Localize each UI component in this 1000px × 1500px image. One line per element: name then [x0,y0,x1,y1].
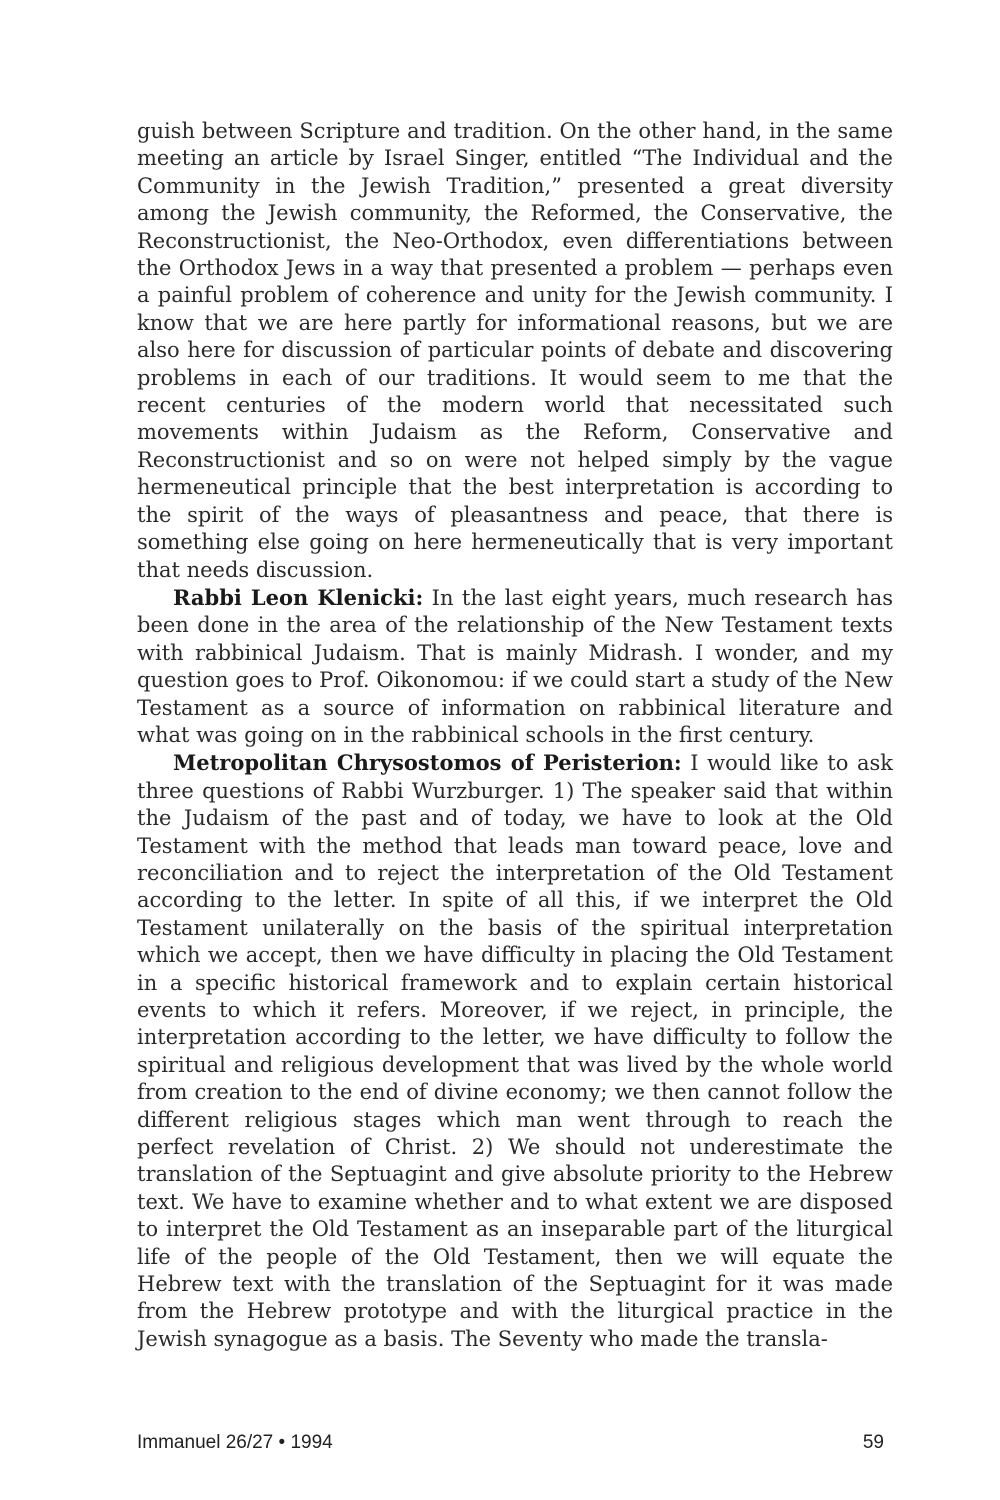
speaker-name-chrysostomos: Metropolitan Chrysostomos of Peristerion: [173,750,682,776]
paragraph-klenicki [137,584,893,749]
journal-citation: Immanuel 26/27 • 1994 [137,1432,333,1453]
paragraph-text-chrysostomos: I would like to ask three questions of Rabbi Wurzburger. 1) The speaker said that within the Judaism of the past and of today, we have to look at the Old Testament with the method that leads man toward peace, love and reconciliation and to reject the interpretation of the Old Testament according to the letter. In spite of all this, if we interpret the Old Testament unilaterally on the basis of the spiritual interpretation which we accept, then we have difficulty in placing the Old Testament in a specific historical framework and to explain certain historical events to which it refers. Moreover, if we reject, in principle, the interpretation according to the letter, we have difficulty to follow the spiritual and religious development that was lived by the whole world from creation to the end of divine economy; we then cannot follow the different religious stages which man went through to reach the perfect revelation of Christ. 2) We should not underestimate the translation of the Septuagint and give absolute priority to the Hebrew text. We have to examine whether and to what extent we are disposed to interpret the Old Testament as an inseparable part of the liturgical life of the people of the Old Testament, then we will equate the Hebrew text with the translation of the Septuagint for it was made from the Hebrew prototype and with the liturgical practice in the Jewish synagogue as a basis. The Seventy who made the transla- [137,751,894,1351]
page-number: 59 [862,1432,884,1453]
paragraph-chrysostomos [137,749,893,1353]
paragraph-text-klenicki: In the last eight years, much research has been done in the area of the relationship of the New Testament texts with rabbinical Judaism. That is mainly Midrash. I wonder, and my question goes to Prof. Oikonomou: if we could start a study of the New Testament as a source of information on rabbinical literature and what was going on in the rabbinical schools in the first century. [137,585,894,747]
paragraph-continuation: guish between Scripture and tradition. On the other hand, in the same meeting an article by Israel Singer, entitled “The Individual and the Community in the Jewish Tradition,” presented a great diversity among the Jewish community, the Reformed, the Conservative, the Reconstructionist, the Neo-Orthodox, even differentiations between the Orthodox Jews in a way that presented a problem — perhaps even a painful problem of coherence and unity for the Jewish community. I know that we are here partly for informational reasons, but we are also here for discussion of particular points of debate and discovering problems in each of our traditions. It would seem to me that the recent centuries of the modern world that necessitated such movements within Judaism as the Reform, Conservative and Reconstructionist and so on were not helped simply by the vague hermeneutical principle that the best interpretation is according to the spirit of the ways of pleasantness and peace, that there is something else going on here hermeneutically that is very important that needs discussion. [137,119,893,582]
body-text [137,118,893,1353]
speaker-name-klenicki: Rabbi Leon Klenicki: [173,584,424,610]
